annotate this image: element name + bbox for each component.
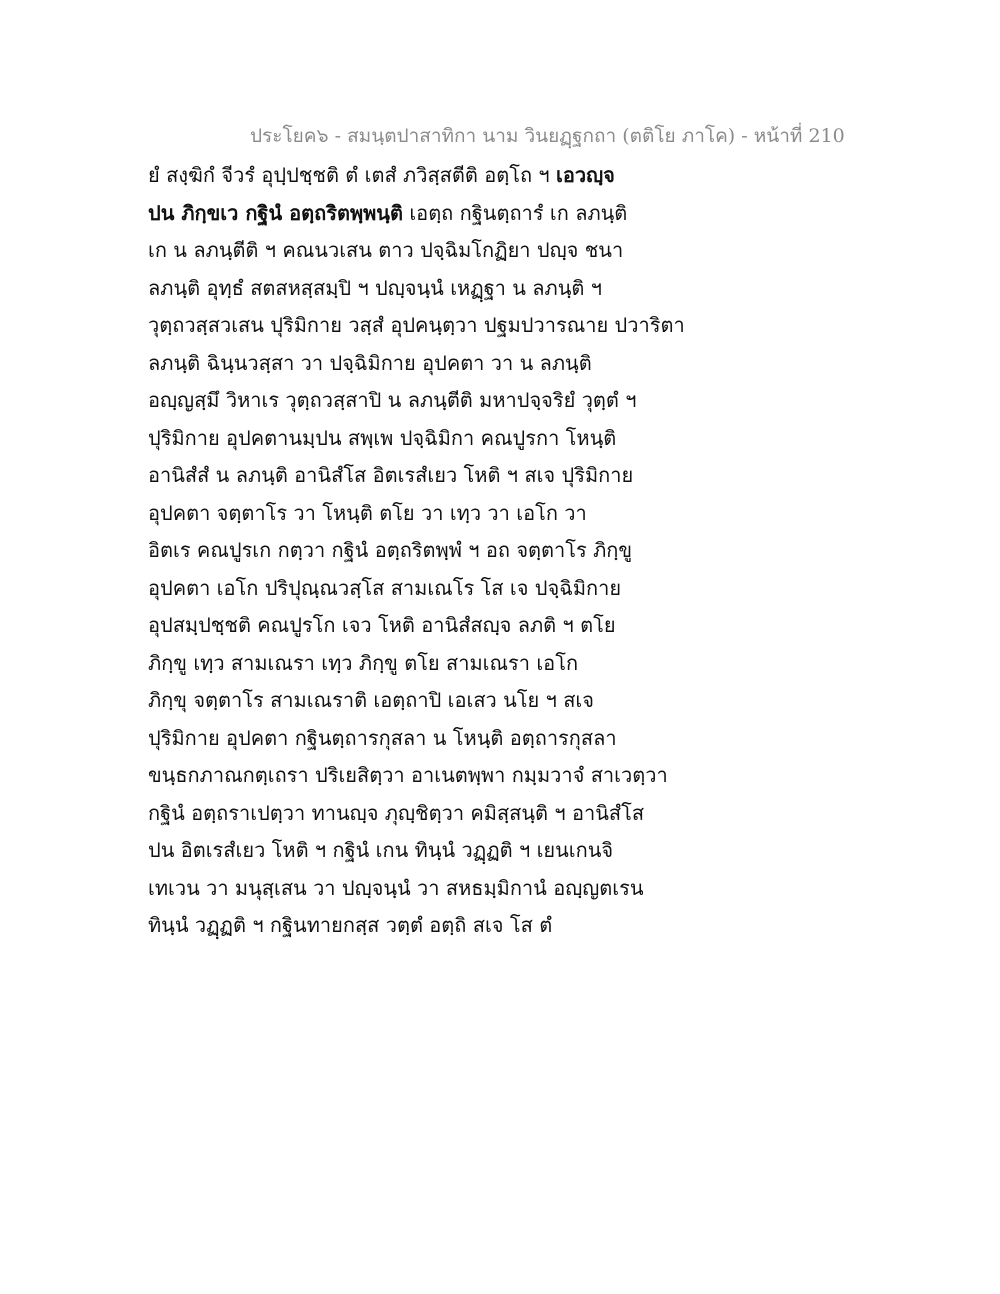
- line-segment: ลภนฺติ ฉินฺนวสฺสา วา ปจฺฉิมิกาย อุปคตา วา น ลภนฺติ: [148, 350, 592, 375]
- text-line-8: [148, 420, 708, 458]
- text-line-12: [148, 570, 708, 608]
- text-line-7: [148, 382, 708, 420]
- line-segment: ปน อิตเรสํเยว โหติ ฯ กฐินํ เกน ทินฺนํ วฏฺฏติ ฯ เยนเกนจิ: [148, 838, 614, 862]
- text-line-15: [148, 682, 708, 720]
- text-line-19: [148, 832, 708, 870]
- text-line-5: [148, 307, 708, 345]
- line-segment-bold: เอวญฺจ: [556, 163, 615, 187]
- text-line-10: [148, 495, 708, 533]
- line-segment: อุปคตา จตฺตาโร วา โหนฺติ ตโย วา เทฺว วา เอโก วา: [148, 500, 587, 525]
- line-segment: อญฺญสฺมึ วิหาเร วุตฺถวสฺสาปิ น ลภนฺตีติ มหาปจฺจริยํ วุตฺตํ ฯ: [148, 388, 637, 412]
- text-line-14: [148, 645, 708, 683]
- line-segment: อานิสํสํ น ลภนฺติ อานิสํโส อิตเรสํเยว โหติ ฯ สเจ ปุริมิกาย: [148, 463, 634, 487]
- running-header: ประโยค๖ - สมนฺตปาสาทิกา นาม วินยฏฺฐกถา (ตติโย ภาโค) - หน้าที่ 210: [250, 125, 845, 147]
- line-segment: เอตฺถ กฐินตฺถารํ เก ลภนฺติ: [402, 200, 628, 225]
- text-line-18: [148, 795, 708, 833]
- body-text: [148, 157, 708, 945]
- line-segment: ลภนฺติ อุทฺธํ สตสหสฺสมฺปิ ฯ ปญฺจนฺนํ เหฏฺฐา น ลภนฺติ ฯ: [148, 275, 602, 300]
- line-segment: อุปคตา เอโก ปริปุณฺณวสฺโส สามเณโร โส เจ ปจฺฉิมิกาย: [148, 575, 622, 600]
- line-segment: ปุริมิกาย อุปคตานมฺปน สพฺเพ ปจฺฉิมิกา คณปูรกา โหนฺติ: [148, 425, 617, 450]
- line-segment: วุตฺถวสฺสวเสน ปุริมิกาย วสฺสํ อุปคนฺตฺวา ปฐมปวารณาย ปวาริตา: [148, 313, 685, 337]
- line-segment: เทเวน วา มนุสฺเสน วา ปญฺจนฺนํ วา สหธมฺมิกานํ อญฺญตเรน: [148, 875, 644, 900]
- text-line-9: [148, 457, 708, 495]
- line-segment: อุปสมฺปชฺชติ คณปูรโก เจว โหติ อานิสํสญฺจ ลภติ ฯ ตโย: [148, 613, 616, 637]
- text-line-3: [148, 232, 708, 270]
- text-line-6: [148, 345, 708, 383]
- line-segment: ยํ สงฺฆิกํ จีวรํ อุปฺปชฺชติ ตํ เตสํ ภวิสฺสตีติ อตฺโถ ฯ: [148, 163, 556, 187]
- text-line-1: [148, 157, 708, 195]
- line-segment: ภิกฺขู เทฺว สามเณรา เทฺว ภิกฺขู ตโย สามเณรา เอโก: [148, 650, 579, 675]
- line-segment: กฐินํ อตฺถราเปตฺวา ทานญฺจ ภุญฺชิตฺวา คมิสฺสนฺติ ฯ อานิสํโส: [148, 800, 645, 825]
- line-segment-bold: ปน ภิกฺขเว กฐินํ อตฺถริตพฺพนฺติ: [148, 200, 403, 225]
- line-segment: ขนฺธกภาณกตฺเถรา ปริเยสิตฺวา อาเนตพฺพา กมฺมวาจํ สาเวตฺวา: [148, 763, 668, 787]
- text-line-20: [148, 870, 708, 908]
- text-line-13: [148, 607, 708, 645]
- text-line-11: [148, 532, 708, 570]
- line-segment: ปุริมิกาย อุปคตา กฐินตฺถารกุสลา น โหนฺติ อตฺถารกุสลา: [148, 725, 617, 750]
- line-segment: ทินฺนํ วฏฺฏติ ฯ กฐินทายกสฺส วตฺตํ อตฺถิ สเจ โส ตํ: [148, 913, 553, 937]
- text-line-17: [148, 757, 708, 795]
- line-segment: ภิกฺขุ จตฺตาโร สามเณราติ เอตฺถาปิ เอเสว นโย ฯ สเจ: [148, 688, 594, 712]
- line-segment: เก น ลภนฺตีติ ฯ คณนวเสน ตาว ปจฺฉิมโกฏิยา ปญฺจ ชนา: [148, 238, 624, 262]
- text-line-16: [148, 720, 708, 758]
- line-segment: อิตเร คณปูรเก กตฺวา กฐินํ อตฺถริตพฺพํ ฯ อถ จตฺตาโร ภิกฺขู: [148, 538, 633, 562]
- text-line-2: [148, 195, 708, 233]
- text-line-4: [148, 270, 708, 308]
- text-line-21: [148, 907, 708, 945]
